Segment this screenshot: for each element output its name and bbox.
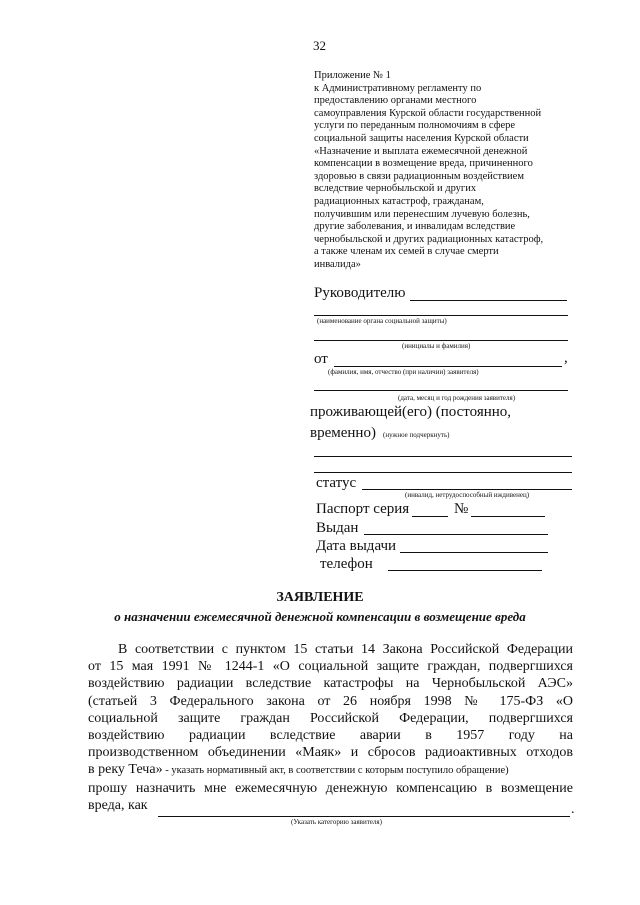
head-label: Руководителю [314,285,406,301]
appendix-line: здоровью в связи радиационным воздействием [314,170,524,182]
issue-date-label: Дата выдачи [316,538,397,554]
appendix-line: предоставлению органами местного [314,95,477,107]
passport-number-label: № [454,501,469,517]
residing-line2: временно) [310,425,376,441]
status-field[interactable] [362,489,572,490]
statement-line: В соответствии с пунктом 15 статьи 14 Закона Российской Федерации [118,642,573,657]
issue-date-field[interactable] [400,552,548,553]
phone-label: телефон [320,556,373,572]
statement-body [88,641,573,814]
appendix-line: к Административному регламенту по [314,82,482,94]
appendix-line: получившим или перенесшим лучевую болезнь, [314,208,530,220]
category-field[interactable] [158,816,570,817]
appendix-line: компенсации в возмещение вреда, причиненного [314,158,533,170]
statement-line: (статьей 3 Федерального закона от 26 ноября 1998 № 175-ФЗ «О [88,693,573,709]
head-field[interactable] [410,300,567,301]
statement-subtitle: о назначении ежемесячной денежной компенсации в возмещение вреда [114,609,526,624]
status-label: статус [316,475,357,491]
from-comma: , [564,350,568,366]
passport-series-field[interactable] [412,516,448,517]
appendix-line: радиационных катастроф, гражданам, [314,195,484,207]
line8-main: в реку Теча» [88,762,163,778]
issued-label: Выдан [316,520,359,536]
statement-line: социальной защите граждан Российской Федерации, подвергшихся [88,710,573,726]
issued-field[interactable] [364,534,548,535]
statement-line: воздействию радиации вследствие катастрофы на Чернобыльской АЭС» [88,676,573,692]
passport-series-label: Паспорт серия [316,501,410,517]
statement-line: от 15 мая 1991 № 1244-1 «О социальной защите граждан, подвергшихся [88,659,573,675]
statement-line: воздействию радиации вследствие аварии в 1957 году на [88,728,573,744]
hint-category: (Указать категорию заявителя) [291,818,382,826]
initials-field[interactable] [314,340,568,341]
statement-title: ЗАЯВЛЕНИЕ [276,590,364,605]
appendix-line: вследствие чернобыльской и других [314,183,477,195]
birth-date-field[interactable] [314,390,568,391]
appendix-line: а также членам их семей в случае смерти [314,246,499,258]
appendix-line: самоуправления Курской области государственной [314,107,542,119]
statement-line-10 [88,797,573,814]
appendix-line: «Назначение и выплата ежемесячной денежной [314,145,528,157]
passport-number-field[interactable] [471,516,545,517]
hint-status: (инвалид, нетрудоспособный иждивенец) [405,491,530,499]
address-field-2[interactable] [314,472,572,473]
line10-label: вреда, как [88,797,148,813]
appendix-line: услуги по переданным полномочиям в сфере [314,120,516,132]
hint-authority: (наименование органа социальной защиты) [317,317,447,325]
page-number: 32 [313,38,326,53]
appendix-line: Приложение № 1 [314,70,391,81]
appendix-line: другие заболевания, и инвалидам вследствие [314,221,516,233]
statement-line-8 [88,761,573,779]
appendix-line: инвалида» [314,258,361,270]
statement-line: производственном объединении «Маяк» и сбросов радиоактивных отходов [88,745,573,761]
hint-birth: (дата, месяц и год рождения заявителя) [398,394,516,402]
phone-field[interactable] [388,570,542,571]
hint-initials: (инициалы и фамилия) [402,342,471,350]
applicant-name-field[interactable] [334,366,562,367]
statement-line: прошу назначить мне ежемесячную денежную компенсацию в возмещение [88,780,573,796]
hint-underline: (нужное подчеркнуть) [383,431,450,439]
residing-line1: проживающей(его) (постоянно, [310,404,512,420]
line8-note: - указать нормативный акт, в соответствии с которым поступило обращение) [162,765,509,777]
appendix-block [314,70,576,272]
hint-name: (фамилия, имя, отчество (при наличии) заявителя) [328,368,479,376]
from-label: от [314,351,328,367]
appendix-line: социальной защиты населения Курской области [314,132,529,144]
authority-field[interactable] [314,315,568,316]
appendix-line: чернобыльской и других радиационных катастроф, [314,233,544,245]
line10-end: . [571,802,575,817]
address-field-1[interactable] [314,456,572,457]
